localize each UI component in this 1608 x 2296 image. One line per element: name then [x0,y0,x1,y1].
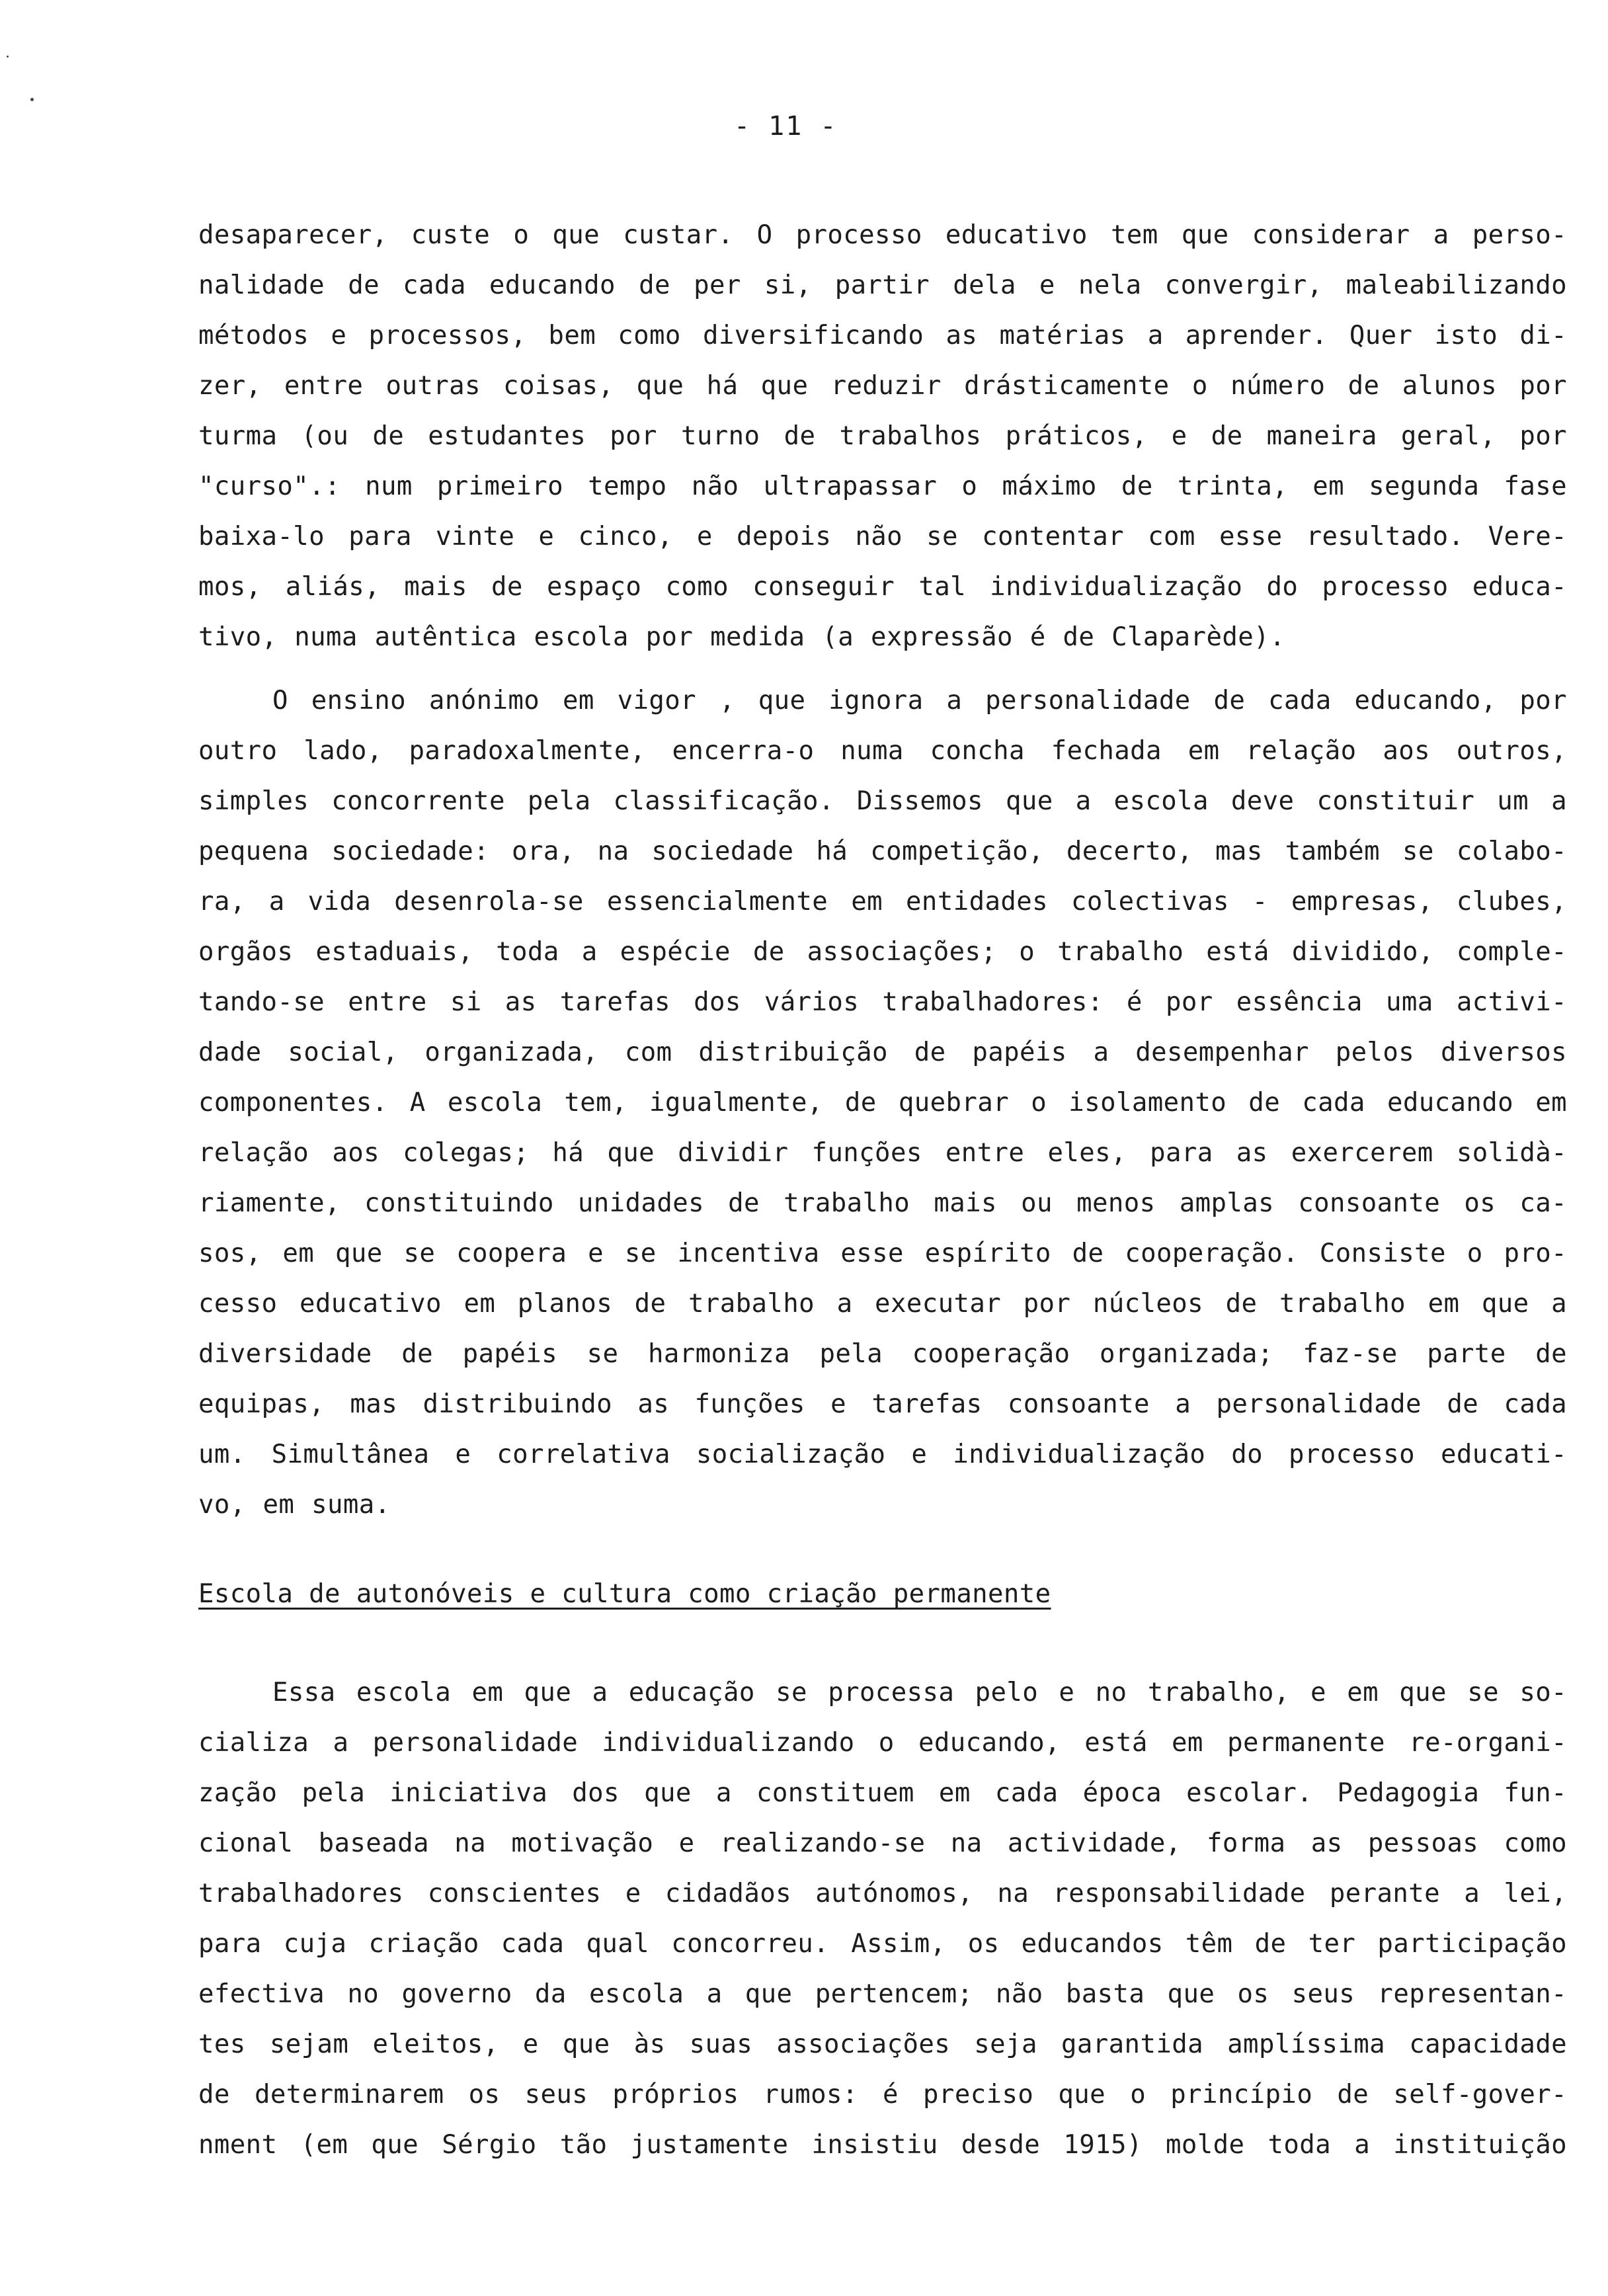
scan-speck [30,98,34,101]
text-line: vo, em suma. [198,1490,391,1520]
text-line: equipas, mas distribuindo as funções e tarefas consoante a personalidade de cada [198,1389,1567,1419]
text-line: nalidade de cada educando de per si, partir dela e nela convergir, maleabilizando [198,270,1567,300]
text-line: zação pela iniciativa dos que a constituem em cada época escolar. Pedagogia fun- [198,1778,1567,1808]
text-line: baixa-lo para vinte e cinco, e depois não se contentar com esse resultado. Vere- [198,522,1567,552]
text-line: sos, em que se coopera e se incentiva esse espírito de cooperação. Consiste o pro- [198,1239,1567,1268]
text-line: O ensino anónimo em vigor , que ignora a personalidade de cada educando, por [272,686,1567,716]
text-line: cesso educativo em planos de trabalho a executar por núcleos de trabalho em que a [198,1289,1567,1319]
text-line: simples concorrente pela classificação. Dissemos que a escola deve constituir um a [198,786,1567,816]
text-line: componentes. A escola tem, igualmente, de quebrar o isolamento de cada educando em [198,1088,1567,1118]
text-line: tivo, numa autêntica escola por medida (a expressão é de Claparède). [198,622,1285,652]
text-line: dade social, organizada, com distribuição de papéis a desempenhar pelos diversos [198,1038,1567,1067]
text-line: de determinarem os seus próprios rumos: é preciso que o princípio de self-gover- [198,2080,1567,2110]
section-heading: Escola de autonóveis e cultura como criação permanente [198,1579,1051,1609]
text-line: mos, aliás, mais de espaço como conseguir tal individualização do processo educa- [198,572,1567,602]
text-line: métodos e processos, bem como diversificando as matérias a aprender. Quer isto di- [198,321,1567,350]
text-line: Essa escola em que a educação se processa pelo e no trabalho, e em que se so- [272,1678,1567,1707]
text-line: nment (em que Sérgio tão justamente insistiu desde 1915) molde toda a instituição [198,2130,1567,2160]
text-line: "curso".: num primeiro tempo não ultrapassar o máximo de trinta, em segunda fase [198,472,1567,501]
text-line: outro lado, paradoxalmente, encerra-o numa concha fechada em relação aos outros, [198,736,1567,766]
text-line: ra, a vida desenrola-se essencialmente em entidades colectivas - empresas, clubes, [198,887,1567,917]
text-line: riamente, constituindo unidades de trabalho mais ou menos amplas consoante os ca- [198,1188,1567,1218]
text-line: relação aos colegas; há que dividir funções entre eles, para as exercerem solidà- [198,1138,1567,1168]
paragraph-3 [198,1668,1567,2170]
text-line: tes sejam eleitos, e que às suas associações seja garantida amplíssima capacidade [198,2030,1567,2059]
text-line: tando-se entre si as tarefas dos vários trabalhadores: é por essência uma activi- [198,987,1567,1017]
text-line: para cuja criação cada qual concorreu. Assim, os educandos têm de ter participação [198,1929,1567,1959]
text-line: desaparecer, custe o que custar. O processo educativo tem que considerar a perso- [198,220,1567,250]
text-line: cializa a personalidade individualizando o educando, está em permanente re-organi- [198,1728,1567,1758]
text-line: efectiva no governo da escola a que pertencem; não basta que os seus representan- [198,1979,1567,2009]
text-line: um. Simultânea e correlativa socialização e individualização do processo educati- [198,1440,1567,1469]
text-line: zer, entre outras coisas, que há que reduzir drásticamente o número de alunos por [198,371,1567,401]
text-line: cional baseada na motivação e realizando-se na actividade, forma as pessoas como [198,1828,1567,1858]
text-line: orgãos estaduais, toda a espécie de associações; o trabalho está dividido, comple- [198,937,1567,967]
paragraph-1 [198,210,1567,663]
text-line: pequena sociedade: ora, na sociedade há competição, decerto, mas também se colabo- [198,837,1567,866]
paragraph-2 [198,676,1567,1530]
text-line: diversidade de papéis se harmoniza pela cooperação organizada; faz-se parte de [198,1339,1567,1369]
page-number: - 11 - [734,111,838,142]
scan-speck [7,56,9,58]
text-line: trabalhadores conscientes e cidadãos autónomos, na responsabilidade perante a lei, [198,1879,1567,1908]
text-line: turma (ou de estudantes por turno de trabalhos práticos, e de maneira geral, por [198,421,1567,451]
